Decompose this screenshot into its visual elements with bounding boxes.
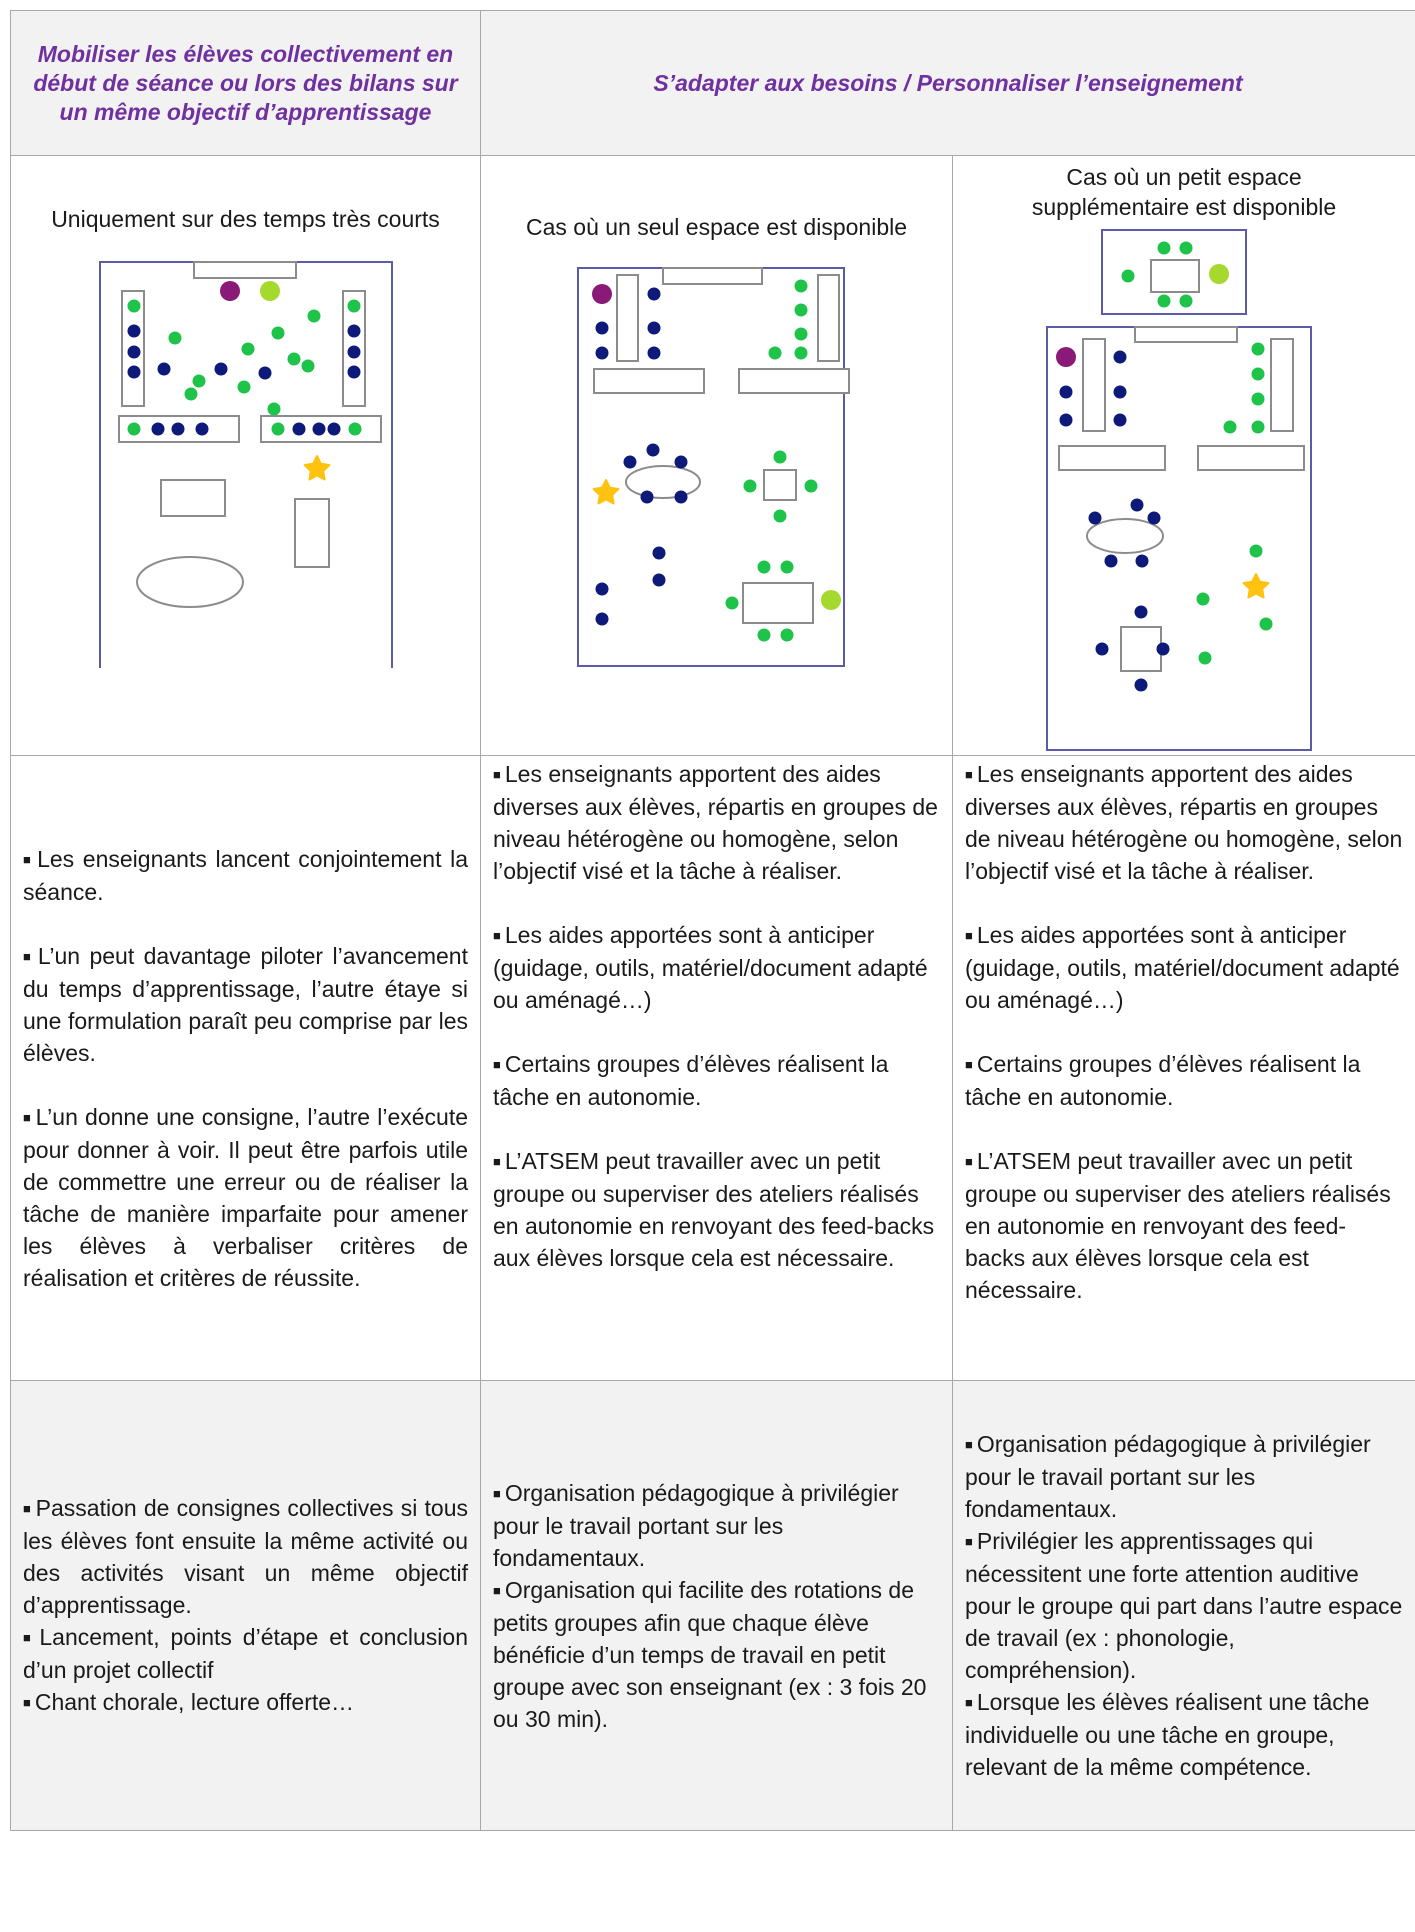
pupil-dot-green xyxy=(781,561,794,574)
organisation-table xyxy=(10,10,1415,1831)
pupil-dot-green xyxy=(288,353,301,366)
table-furniture xyxy=(663,268,762,284)
bullet-text: L’un peut davantage piloter l’avancement du temps d’apprentissage, l’autre étaye si une formulation paraît peu comprise par les élèves. xyxy=(23,942,468,1066)
pupil-dot-green xyxy=(1252,368,1265,381)
bullet-item: ■ Les aides apportées sont à anticiper (guidage, outils, matériel/document adapté ou aménagé…) xyxy=(493,922,928,1013)
pupil-dot-green xyxy=(308,310,321,323)
pupil-dot-navy xyxy=(128,366,141,379)
subtitle-extra-space: Cas où un petit espace supplémentaire est disponible xyxy=(1031,164,1337,220)
bullet-text: Privilégier les apprentissages qui nécessitent une forte attention auditive pour le groupe qui part dans l’autre espace de travail (ex : phonologie, compréhension). xyxy=(965,1528,1403,1683)
star-icon xyxy=(594,480,619,504)
pupil-dot-navy xyxy=(196,423,209,436)
bullet-item: ■ Les aides apportées sont à anticiper (guidage, outils, matériel/document adapté ou aménagé…) xyxy=(965,922,1400,1013)
bullet-text: Les enseignants apportent des aides diverses aux élèves, répartis en groupes de niveau hétérogène ou homogène, selon l’objectif visé et la tâche à réaliser. xyxy=(493,761,938,884)
pupil-dot-navy xyxy=(215,363,228,376)
pupil-dot-navy xyxy=(348,346,361,359)
bullet-text: Les enseignants apportent des aides diverses aux élèves, répartis en groupes de niveau hétérogène ou homogène, selon l’objectif visé et la tâche à réaliser. xyxy=(965,761,1403,884)
pupil-dot-navy xyxy=(1096,643,1109,656)
atsem-dot-lime xyxy=(1209,264,1229,284)
table-furniture xyxy=(1121,627,1161,671)
roles-single-space xyxy=(481,756,953,1381)
bullet-item: ■ L’ATSEM peut travailler avec un petit groupe ou superviser des ateliers réalisés en autonomie en renvoyant des feed-backs aux élèves lorsque cela est nécessaire. xyxy=(965,1148,1391,1303)
pupil-dot-green xyxy=(268,403,281,416)
bullet-text: Organisation qui facilite des rotations de petits groupes afin que chaque élève bénéficie d’un temps de travail en petit groupe avec son enseignant (ex : 3 fois 20 ou 30 min). xyxy=(493,1576,927,1732)
header-personalised-text: S’adapter aux besoins / Personnaliser l’enseignement xyxy=(653,69,1243,96)
pupil-dot-green xyxy=(795,304,808,317)
bullet-item: ■ Certains groupes d’élèves réalisent la tâche en autonomie. xyxy=(493,1051,889,1110)
table-furniture xyxy=(594,369,704,393)
classroom-diagram-collective xyxy=(11,248,479,668)
pupil-dot-navy xyxy=(653,574,666,587)
table-furniture xyxy=(1135,327,1237,342)
bullet-text: Passation de consignes collectives si tous les élèves font ensuite la même activité ou des activités visant un même objectif d’apprentissage. xyxy=(23,1495,468,1618)
pupil-dot-navy xyxy=(648,288,661,301)
pupil-dot-green xyxy=(726,597,739,610)
pupil-dot-green xyxy=(349,423,362,436)
bullet-item: ■ Organisation pédagogique à privilégier pour le travail portant sur les fondamentaux. xyxy=(965,1431,1371,1522)
bullet-item: ■ Les enseignants apportent des aides diverses aux élèves, répartis en groupes de niveau hétérogène ou homogène, selon l’objectif visé et la tâche à réaliser. xyxy=(493,761,938,884)
layout-cell-3 xyxy=(953,156,1415,756)
bullet-item: ■ Les enseignants apportent des aides diverses aux élèves, répartis en groupes de niveau hétérogène ou homogène, selon l’objectif visé et la tâche à réaliser. xyxy=(965,761,1403,884)
pupil-dot-navy xyxy=(313,423,326,436)
pupil-dot-navy xyxy=(641,491,654,504)
bullet-text: Organisation pédagogique à privilégier pour le travail portant sur les fondamentaux. xyxy=(493,1479,899,1571)
pupil-dot-green xyxy=(238,381,251,394)
uses-extra-space xyxy=(953,1381,1415,1831)
table-furniture xyxy=(194,262,296,278)
bullet-text: Les enseignants lancent conjointement la séance. xyxy=(23,845,468,905)
pupil-dot-green xyxy=(272,327,285,340)
pupil-dot-green xyxy=(795,328,808,341)
classroom-diagram-single-space xyxy=(481,264,951,684)
pupil-dot-navy xyxy=(653,547,666,560)
pupil-dot-green xyxy=(1250,545,1263,558)
table-furniture xyxy=(1198,446,1304,470)
pupil-dot-navy xyxy=(596,583,609,596)
bullet-item: ■ Organisation pédagogique à privilégier pour le travail portant sur les fondamentaux. xyxy=(493,1479,899,1571)
pupil-dot-green xyxy=(758,561,771,574)
pupil-dot-navy xyxy=(1131,499,1144,512)
pupil-dot-green xyxy=(128,300,141,313)
oval-table xyxy=(137,557,243,607)
star-icon xyxy=(1244,574,1269,598)
teacher-dot-purple xyxy=(592,284,612,304)
pupil-dot-green xyxy=(1122,270,1135,283)
pupil-dot-navy xyxy=(675,456,688,469)
pupil-dot-navy xyxy=(158,363,171,376)
bullet-text: Les aides apportées sont à anticiper (guidage, outils, matériel/document adapté ou aménagé…) xyxy=(965,922,1400,1013)
pupil-dot-navy xyxy=(648,322,661,335)
pupil-dot-navy xyxy=(1060,414,1073,427)
pupil-dot-green xyxy=(1260,618,1273,631)
atsem-dot-lime xyxy=(821,590,841,610)
table-furniture xyxy=(1083,339,1105,431)
pupil-dot-navy xyxy=(1135,606,1148,619)
pupil-dot-navy xyxy=(348,366,361,379)
header-collective xyxy=(11,11,481,156)
bullet-text: Lorsque les élèves réalisent une tâche individuelle ou une tâche en groupe, relevant de la même compétence. xyxy=(965,1689,1370,1780)
atsem-dot-lime xyxy=(260,281,280,301)
pupil-dot-navy xyxy=(348,325,361,338)
star-icon xyxy=(305,456,330,480)
bullet-text: L’ATSEM peut travailler avec un petit groupe ou superviser des ateliers réalisés en autonomie en renvoyant des feed-backs aux élèves lorsque cela est nécessaire. xyxy=(965,1148,1391,1303)
pupil-dot-green xyxy=(193,375,206,388)
bullet-item: ■ Organisation qui facilite des rotations de petits groupes afin que chaque élève bénéficie d’un temps de travail en petit groupe avec son enseignant (ex : 3 fois 20 ou 30 min). xyxy=(493,1576,927,1732)
pupil-dot-green xyxy=(1197,593,1210,606)
pupil-dot-navy xyxy=(1114,351,1127,364)
pupil-dot-green xyxy=(1252,421,1265,434)
pupil-dot-green xyxy=(242,343,255,356)
bullet-text: Organisation pédagogique à privilégier pour le travail portant sur les fondamentaux. xyxy=(965,1431,1371,1522)
pupil-dot-green xyxy=(348,300,361,313)
table-furniture xyxy=(1151,260,1199,292)
pupil-dot-navy xyxy=(1114,386,1127,399)
oval-table xyxy=(626,466,700,498)
oval-table xyxy=(1087,519,1163,553)
bullet-item: ■ Certains groupes d’élèves réalisent la tâche en autonomie. xyxy=(965,1051,1361,1110)
pupil-dot-green xyxy=(1158,295,1171,308)
pupil-dot-navy xyxy=(596,613,609,626)
bullet-text: Certains groupes d’élèves réalisent la tâche en autonomie. xyxy=(493,1051,889,1110)
header-collective-text: Mobiliser les élèves collectivement en début de séance ou lors des bilans sur un même objectif d’apprentissage xyxy=(33,40,458,125)
layout-cell-2 xyxy=(481,156,953,756)
pupil-dot-navy xyxy=(1136,555,1149,568)
teacher-dot-purple xyxy=(220,281,240,301)
pupil-dot-green xyxy=(795,280,808,293)
bullet-text: Chant chorale, lecture offerte… xyxy=(34,1689,355,1715)
bullet-item: ■ Lorsque les élèves réalisent une tâche individuelle ou une tâche en groupe, relevant de la même compétence. xyxy=(965,1689,1370,1780)
pupil-dot-green xyxy=(1252,343,1265,356)
pupil-dot-green xyxy=(758,629,771,642)
subtitle-short-times: Uniquement sur des temps très courts xyxy=(51,206,440,232)
pupil-dot-navy xyxy=(675,491,688,504)
classroom-diagram-extra-space xyxy=(953,226,1415,751)
pupil-dot-green xyxy=(1224,421,1237,434)
pupil-dot-green xyxy=(169,332,182,345)
pupil-dot-navy xyxy=(293,423,306,436)
bullet-item: ■ L’ATSEM peut travailler avec un petit groupe ou superviser des ateliers réalisés en autonomie en renvoyant des feed-backs aux élèves lorsque cela est nécessaire. xyxy=(493,1148,935,1271)
pupil-dot-green xyxy=(1158,242,1171,255)
pupil-dot-navy xyxy=(152,423,165,436)
pupil-dot-green xyxy=(1199,652,1212,665)
teacher-dot-purple xyxy=(1056,347,1076,367)
pupil-dot-navy xyxy=(1114,414,1127,427)
header-personalised xyxy=(481,11,1415,156)
pupil-dot-navy xyxy=(172,423,185,436)
pupil-dot-navy xyxy=(1060,386,1073,399)
pupil-dot-green xyxy=(774,510,787,523)
bullet-text: L’ATSEM peut travailler avec un petit groupe ou superviser des ateliers réalisés en autonomie en renvoyant des feed-backs aux élèves lorsque cela est nécessaire. xyxy=(493,1148,935,1271)
pupil-dot-green xyxy=(1180,295,1193,308)
pupil-dot-navy xyxy=(128,325,141,338)
table-furniture xyxy=(161,480,225,516)
pupil-dot-navy xyxy=(1135,679,1148,692)
table-furniture xyxy=(739,369,849,393)
pupil-dot-navy xyxy=(596,322,609,335)
bullet-text: L’un donne une consigne, l’autre l’exécute pour donner à voir. Il peut être parfois utile de commettre une erreur ou de réaliser la tâche de manière imparfaite pour amener les élèves à verbaliser critères de réalisation et critères de réussite. xyxy=(23,1103,469,1291)
bullet-item: ■ Privilégier les apprentissages qui nécessitent une forte attention auditive pour le groupe qui part dans l’autre espace de travail (ex : phonologie, compréhension). xyxy=(965,1528,1403,1683)
table-furniture xyxy=(1271,339,1293,431)
bullet-item: ■ Chant chorale, lecture offerte… xyxy=(23,1689,355,1715)
pupil-dot-green xyxy=(805,480,818,493)
pupil-dot-green xyxy=(795,347,808,360)
pupil-dot-navy xyxy=(624,456,637,469)
bullet-text: Les aides apportées sont à anticiper (guidage, outils, matériel/document adapté ou aménagé…) xyxy=(493,922,928,1013)
roles-extra-space xyxy=(953,756,1415,1381)
pupil-dot-green xyxy=(744,480,757,493)
bullet-item: ■ L’un peut davantage piloter l’avancement du temps d’apprentissage, l’autre étaye si une formulation paraît peu comprise par les élèves. xyxy=(23,942,468,1066)
pupil-dot-green xyxy=(774,451,787,464)
pupil-dot-green xyxy=(769,347,782,360)
table-furniture xyxy=(1059,446,1165,470)
pupil-dot-green xyxy=(302,360,315,373)
bullet-item: ■ Les enseignants lancent conjointement la séance. xyxy=(23,845,468,905)
table-furniture xyxy=(617,275,638,361)
pupil-dot-green xyxy=(1252,393,1265,406)
table-furniture xyxy=(295,499,329,567)
pupil-dot-navy xyxy=(1148,512,1161,525)
pupil-dot-navy xyxy=(259,367,272,380)
bullet-text: Lancement, points d’étape et conclusion d’un projet collectif xyxy=(23,1624,468,1683)
uses-collective xyxy=(11,1381,481,1831)
table-furniture xyxy=(764,470,796,500)
pupil-dot-green xyxy=(781,629,794,642)
pupil-dot-green xyxy=(1180,242,1193,255)
pupil-dot-navy xyxy=(647,444,660,457)
pupil-dot-navy xyxy=(328,423,341,436)
table-furniture xyxy=(818,275,839,361)
pupil-dot-navy xyxy=(648,347,661,360)
table-furniture xyxy=(743,583,813,623)
roles-collective xyxy=(11,756,481,1381)
bullet-item: ■ Passation de consignes collectives si tous les élèves font ensuite la même activité ou des activités visant un même objectif d’apprentissage. xyxy=(23,1495,468,1618)
bullet-text: Certains groupes d’élèves réalisent la tâche en autonomie. xyxy=(965,1051,1361,1110)
layout-cell-1 xyxy=(11,156,481,756)
pupil-dot-green xyxy=(128,423,141,436)
pupil-dot-navy xyxy=(1089,512,1102,525)
subtitle-single-space: Cas où un seul espace est disponible xyxy=(525,214,908,240)
pupil-dot-navy xyxy=(1157,643,1170,656)
pupil-dot-navy xyxy=(596,347,609,360)
pupil-dot-navy xyxy=(1105,555,1118,568)
pupil-dot-green xyxy=(185,388,198,401)
uses-single-space xyxy=(481,1381,953,1831)
bullet-item: ■ L’un donne une consigne, l’autre l’exécute pour donner à voir. Il peut être parfois utile de commettre une erreur ou de réaliser la tâche de manière imparfaite pour amener les élèves à verbaliser critères de réalisation et critères de réussite. xyxy=(23,1103,469,1291)
pupil-dot-navy xyxy=(128,346,141,359)
pupil-dot-green xyxy=(272,423,285,436)
bullet-item: ■ Lancement, points d’étape et conclusion d’un projet collectif xyxy=(23,1624,468,1683)
